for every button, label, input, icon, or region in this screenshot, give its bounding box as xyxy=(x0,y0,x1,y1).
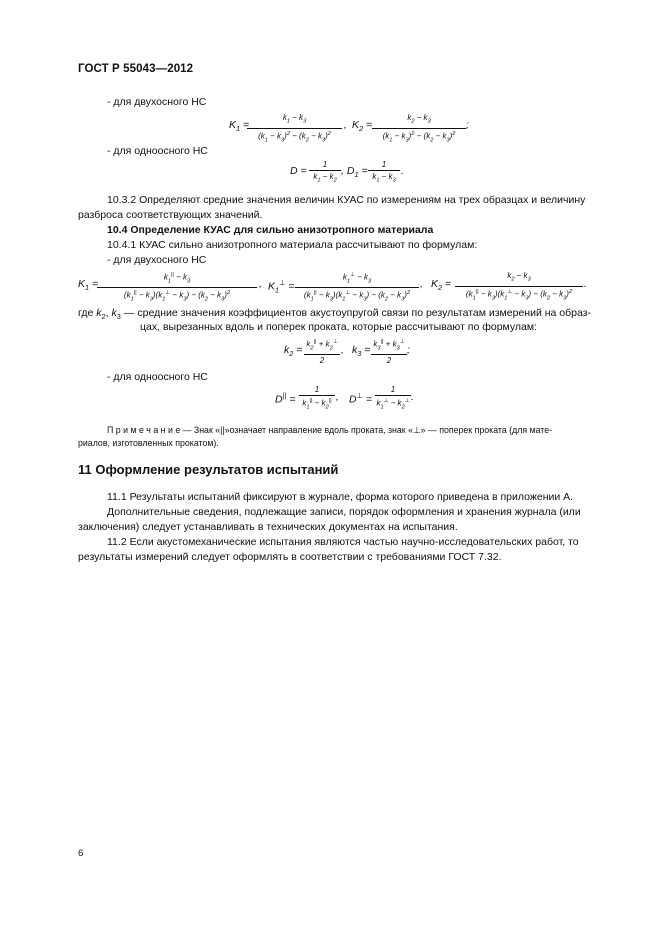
section-heading-11: 11 Оформление результатов испытаний xyxy=(78,462,339,477)
paragraph-10-4-1: 10.4.1 КУАС сильно анизотропного материала рассчитывают по формулам: xyxy=(107,239,478,251)
paragraph-11-1-line1: 11.1 Результаты испытаний фиксируют в журнале, форма которого приведена в приложении А. xyxy=(107,491,574,503)
uniaxial-label-2: - для одноосного НС xyxy=(107,371,208,383)
paragraph-10-3-2-line2: разброса соответствующих значений. xyxy=(78,209,263,221)
formula-k1-k2-biaxial: $K_1$ = $k_1 - k_3$ $(k_1 - k_3)^2 - (k_2 - k_3)^2$ , $K_2$ = $k_2 - k_3$ $(k_1 - k_3)^2 - (k_2 - k_3)^2$ ; xyxy=(229,113,469,143)
note-line1: П р и м е ч а н и е — Знак «||»означает направление вдоль проката, знак «⊥» — поперек проката (для мате- xyxy=(107,425,553,435)
where-symbols: где $k_2$, $k_3$ xyxy=(78,307,121,322)
where-line2: цах, вырезанных вдоль и поперек проката, которые рассчитывают по формулам: xyxy=(140,321,538,333)
biaxial-label-2: - для двухосного НС xyxy=(107,254,207,266)
note-line2: риалов, изготовленных прокатом). xyxy=(78,438,219,448)
document-header: ГОСТ Р 55043—2012 xyxy=(78,63,194,75)
section-heading-10-4: 10.4 Определение КУАС для сильно анизотропного материала xyxy=(107,224,434,236)
page-number: 6 xyxy=(78,848,84,859)
where-line1: — средние значения коэффициентов акустоупругой связи по результатам измерений на образ- xyxy=(124,307,592,319)
uniaxial-label-1: - для одноосного НС xyxy=(107,145,208,157)
biaxial-label-1: - для двухосного НС xyxy=(107,96,207,108)
formula-d-d1-uniaxial: D = 1 $k_1 - k_2$ , $D_1$ = 1 $k_1 - k_3$ . xyxy=(290,160,404,184)
paragraph-11-1-line3: заключения) следует устанавливать в технических документах на испытания. xyxy=(78,521,458,533)
paragraph-11-2-line1: 11.2 Если акустомеханические испытания являются частью научно-исследовательских работ, то xyxy=(107,536,579,548)
paragraph-10-3-2-line1: 10.3.2 Определяют средние значения величин КУАС по измерениям на трех образцах и величину xyxy=(107,194,586,206)
formula-anisotropic-biaxial: $K_1$ = $k_1^{||} - k_3$ $(k_1^{||} - k_3)(k_1^\perp - k_3) - (k_2 - k_3)^2$ , $K_1^\perp$ = $k_1^\perp - k_3$ $(k_1^{||} - k_3)(k_1^\perp - k_3) - (k_2 - k_3)^2$ , $K_2$ = $k_2 - k_3$ $(k_1^{||} - k_3)(k_1^\perp - k_3) - (k_2 - k_3)^2$ . xyxy=(78,271,587,303)
formula-d-parallel-perpendicular: D|| = 1 $k_1^{||} - k_2^{||}$ , D⊥ = 1 $k_1^\perp - k_2^\perp$ . xyxy=(275,385,414,411)
paragraph-11-2-line2: результаты измерений следует оформлять в соответствии с требованиями ГОСТ 7.32. xyxy=(78,551,502,563)
formula-k2-k3-average: $k_2$ = $k_2^{||} + k_2^\perp$ 2 , $k_3$ = $k_3^{||} + k_3^\perp$ 2 ; xyxy=(284,339,410,366)
paragraph-11-1-line2: Дополнительные сведения, подлежащие записи, порядок оформления и хранения журнала (или xyxy=(107,506,581,518)
